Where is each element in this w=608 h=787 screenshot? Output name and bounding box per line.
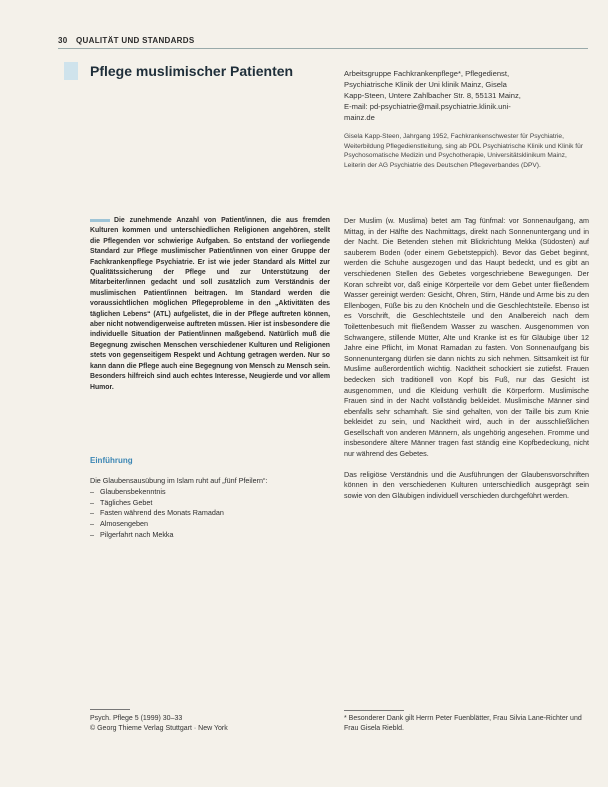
list-item: – Glaubensbekenntnis [90, 487, 330, 498]
section-heading-einfuehrung: Einführung [90, 456, 133, 465]
citation [90, 714, 228, 734]
list-item: – Almosengeben [90, 519, 330, 530]
abstract-text: Die zunehmende Anzahl von Patient/innen, die aus fremden Kulturen kommen und unterschiedlichen Religionen angehören, stellt die Pflegenden vor schwierige Aufgaben. So entstand der vorliegende Standard zur Pflege muslimischer Patient/innen von einer Gruppe der Fachkrankenpflege Psychiatrie. Er ist wie jeder Standard als Mittel zur Qualitätssicherung der Pflege und zur Unterstützung der Mitarbeiter/innen gedacht und soll zusätzlich zum Verständnis der muslimischen Patient/innen beitragen. Im Standard werden die voraussichtlichen möglichen Pflegeprobleme in den „Aktivitäten des täglichen Lebens“ (ATL) aufgelistet, die in der Pflege auftreten können, aber nicht notwendigerweise auftreten müssen. Hier ist insbesondere die individuelle Situation der Patient/innen maßgebend. Natürlich muß die Begegnung zwischen Menschen verschiedener Kulturen und Religionen stets von gegenseitigem Respekt und Achtung getragen werden. Nur so kann dann die Pflege auch eine Begegnung von Mensch zu Mensch sein. Besonders hilfreich sind auch echtes Interesse, Neugierde und vor allem Humor. [90, 217, 330, 391]
pillars-list [90, 487, 330, 541]
body-paragraph: Der Muslim (w. Muslima) betet am Tag fünfmal: vor Sonnenaufgang, am Mittag, in der Hälfte des Nachmittags, direkt nach Sonnenuntergang und in der Nacht. Die Betenden stehen mit Blickrichtung Mekka (Südosten) auf sauberem Boden (oder einem Gebetsteppich). Bevor das Gebet beginnt, werden die Schuhe ausgezogen und das Haupt bedeckt, und es gibt an verschiedenen Stellen des Gebetes vorgeschriebene Bewegungen. Der Koran schreibt vor, daß einige Körperteile vor dem Gebet unter fließendem Wasser gereinigt werden: Gesicht, Ohren, Stirn, Hände und Arme bis zu den Ellenbogen, Füße bis zu den Knöcheln und die Geschlechtsteile. Ebenso ist es Vorschrift, die Geschlechtsteile und den Analbereich nach dem Toilettenbesuch mit fließendem Wasser zu waschen. Ausgenommen von Schwangere, stillende Mütter, Alte und Kranke ist es für Gläubige über 12 Jahre eine Pflicht, im Monat Ramadan zu fasten. Von Sonnenaufgang bis Sonnenuntergang dürfen sie dann nichts zu sich nehmen. Sittsamkeit ist für Muslime außerordentlich wichtig. Nacktheit schockiert sie zutiefst. Frauen bedecken sich traditionell von Kopf bis Fuß, nur das Gesicht ist ausgenommen, und die Kleidung verhüllt die Körperform. Muslimische Frauen sind in der Nacht vollständig bekleidet. Muslimische Männer sind ebenfalls sehr schamhaft. Sie sind gehalten, von der Taille bis zum Knie bekleidet zu sein, und Nacktheit wird, auch in der ausschließlichen Gesellschaft von anderen Männern, als ungehörig angesehen. Fromme und insbesondere ältere Männer tragen fast ständig eine Kopfbedeckung, nicht nur während des Gebetes. [344, 216, 589, 459]
author-bio: Gisela Kapp-Steen, Jahrgang 1952, Fachkrankenschwester für Psychiatrie, Weiterbildung Pflegedienstleitung, sing ab PDL Psychiatrische Klinik und Klinik für Psychosomatische Medizin und Psychotherapie, Universitätsklinikum Mainz, Leiterin der AG Psychiatrie des Deutschen Pflegeverbandes (DPV). [344, 133, 583, 169]
author-line: Kapp-Steen, Untere Zahlbacher Str. 8, 55131 Mainz, [344, 91, 521, 100]
citation-line: Psych. Pflege 5 (1999) 30–33 [90, 715, 183, 722]
header-rule [58, 48, 588, 49]
author-line: Psychiatrische Klinik der Uni klinik Mainz, Gisela [344, 80, 507, 89]
list-item: – Fasten während des Monats Ramadan [90, 508, 330, 519]
article-title: Pflege muslimischer Patienten [90, 63, 294, 79]
citation-line: © Georg Thieme Verlag Stuttgart · New York [90, 725, 228, 732]
intro-lead: Die Glaubensausübung im Islam ruht auf „fünf Pfeilern“: [90, 476, 268, 485]
title-accent [64, 62, 78, 80]
footer-rule [90, 709, 130, 710]
author-line: E-mail: pd-psychiatrie@mail.psychiatrie.klinik.uni- [344, 102, 511, 111]
right-column-body [344, 216, 589, 511]
abstract [90, 216, 330, 393]
list-item: – Pilgerfahrt nach Mekka [90, 530, 330, 541]
body-paragraph: Das religiöse Verständnis und die Ausführungen der Glaubensvorschriften können in den verschiedenen Kulturen unterschiedlich ausgeprägt sein sowie von den Gläubigen individuell verschieden durchgeführt werden. [344, 469, 589, 500]
footnote: * Besonderer Dank gilt Herrn Peter Fuenblätter, Frau Silvia Lane-Richter und Frau Gisela Riebld. [344, 715, 582, 732]
footnote-rule [344, 710, 404, 711]
list-item: – Tägliches Gebet [90, 498, 330, 509]
intro-section [90, 476, 330, 541]
abstract-marker [90, 219, 110, 222]
section-title: QUALITÄT UND STANDARDS [76, 36, 195, 45]
author-affiliation [344, 68, 589, 123]
author-line: mainz.de [344, 113, 375, 122]
author-line: Arbeitsgruppe Fachkrankenpflege*, Pflegedienst, [344, 69, 510, 78]
page-number: 30 [58, 36, 68, 45]
running-header [58, 36, 194, 45]
